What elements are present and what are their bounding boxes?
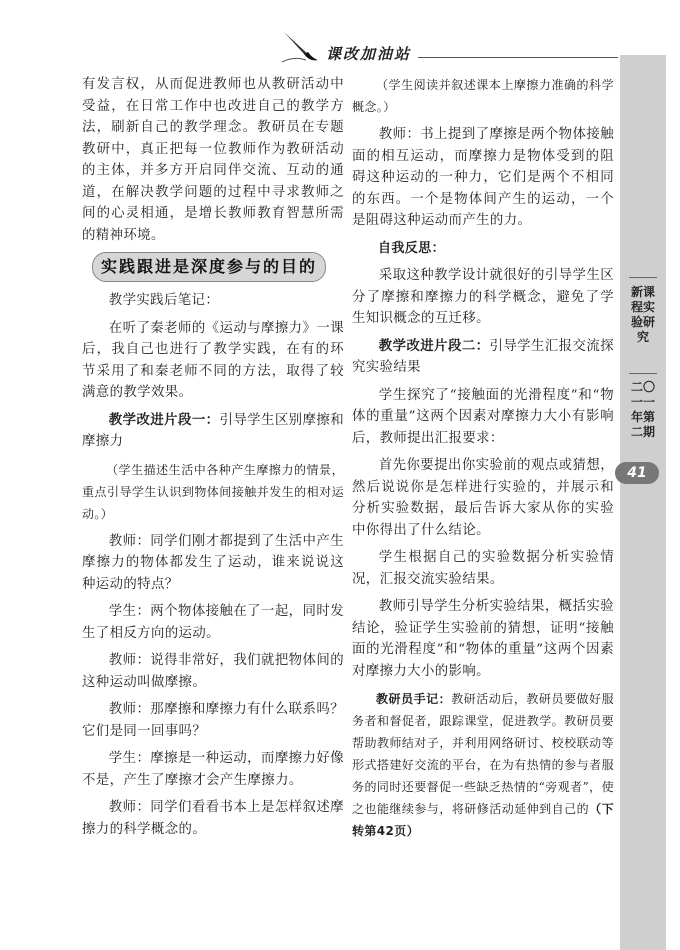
right-column (352, 74, 614, 848)
paragraph: 首先你要提出你实验前的观点或猜想，然后说说你是怎样进行实验的，并展示和分析实验数据，最后告诉大家从你的实验中你得出了什么结论。 (352, 458, 614, 538)
dialogue-line: 教师：说得非常好，我们就把物体间的这种运动叫做摩擦。 (82, 653, 344, 690)
left-column (82, 74, 344, 846)
paragraph: 学生根据自己的实验数据分析实验情况，汇报交流实验结果。 (352, 550, 614, 587)
notes-text: 教研活动后，教研员要做好服务者和督促者，跟踪课堂，促进教学。教研员要帮助教师结对子，并利用网络研讨、校校联动等形式搭建好交流的平台，在为有热情的参与者服务的同时还要督促一些缺乏热情的“旁观者”，使之也能继续参与，将研修活动延伸到自己的 (352, 692, 614, 816)
sidebar-divider (629, 277, 657, 278)
dialogue-line: 教师：同学们看看书本上是怎样叙述摩擦力的科学概念的。 (82, 800, 344, 837)
dialogue-line: 学生：摩擦是一种运动，而摩擦力好像不是，产生了摩擦才会产生摩擦力。 (82, 751, 344, 788)
segment-title: 引导学生区别摩擦和摩擦力 (82, 412, 344, 449)
stage-note: （学生阅读并叙述课本上摩擦力准确的科学概念。） (352, 78, 614, 114)
reflection-heading: 自我反思： (378, 240, 446, 256)
dialogue-line: 教师：同学们刚才都提到了生活中产生摩擦力的物体都发生了运动，谁来说说这种运动的特点？ (82, 533, 344, 592)
brush-icon (280, 30, 320, 64)
paragraph: 教学实践后笔记： (108, 293, 220, 308)
section-banner: 实践跟进是深度参与的目的 (92, 252, 326, 282)
page-header (0, 0, 680, 70)
segment-heading (352, 336, 614, 379)
paragraph: 教师引导学生分析实验结果，概括实验结论，验证学生实验前的猜想，证明“接触面的光滑程度”和“物体的重量”这两个因素对摩擦力大小的影响。 (352, 599, 614, 679)
paragraph: 学生探究了“接触面的光滑程度”和“物体的重量”这两个因素对摩擦力大小有影响后，教师提出汇报要求： (352, 387, 614, 446)
stage-note: （学生描述生活中各种产生摩擦力的情景，重点引导学生认识到物体间接触并发生的相对运动。） (82, 462, 344, 521)
dialogue-line: 教师：那摩擦和摩擦力有什么联系吗？它们是同一回事吗？ (82, 702, 344, 739)
paragraph: 采取这种教学设计就很好的引导学生区分了摩擦和摩擦力的科学概念，避免了学生知识概念的互迁移。 (352, 268, 614, 326)
journal-sidebar (620, 55, 666, 950)
segment-heading (82, 410, 344, 453)
section-title: 课改加油站 (326, 45, 412, 63)
page-number: 41 (615, 462, 659, 484)
segment-title: 引导学生汇报交流探究实验结果 (352, 338, 614, 375)
dialogue-line: 教师：书上提到了摩擦是两个物体接触面的相互运动，而摩擦力是物体受到的阻碍这种运动的一种力，它们是两个不相同的东西。一个是物体间产生的运动，一个是阻碍这种运动而产生的力。 (352, 127, 614, 228)
header-rule (418, 57, 618, 58)
paragraph: 在听了秦老师的《运动与摩擦力》一课后，我自己也进行了教学实践，在有的环节采用了和秦老师不同的方法，取得了较满意的教学效果。 (82, 320, 344, 400)
issue-label: 二〇一一年第二期 (630, 380, 655, 439)
dialogue-line: 学生：两个物体接触在了一起，同时发生了相反方向的运动。 (82, 604, 344, 641)
segment-label: 教学改进片段一： (108, 412, 220, 428)
sidebar-divider (629, 373, 657, 374)
segment-label: 教学改进片段二： (378, 338, 490, 354)
notes-label: 教研员手记： (376, 692, 452, 706)
researcher-notes (352, 688, 614, 842)
paragraph: 有发言权，从而促进教师也从教研活动中受益，在日常工作中也改进自己的教学方法，刷新自己的教学理念。教研员在专题教研中，真正把每一位教师作为教研活动的主体，并多方开启同伴交流、互动的通道，在解决教学问题的过程中寻求教师之间的心灵相通，是增长教师教育智慧所需的精神环境。 (82, 77, 344, 243)
continued-note: （下转第42页） (352, 802, 614, 838)
journal-name: 新课程实验研究 (630, 285, 655, 344)
